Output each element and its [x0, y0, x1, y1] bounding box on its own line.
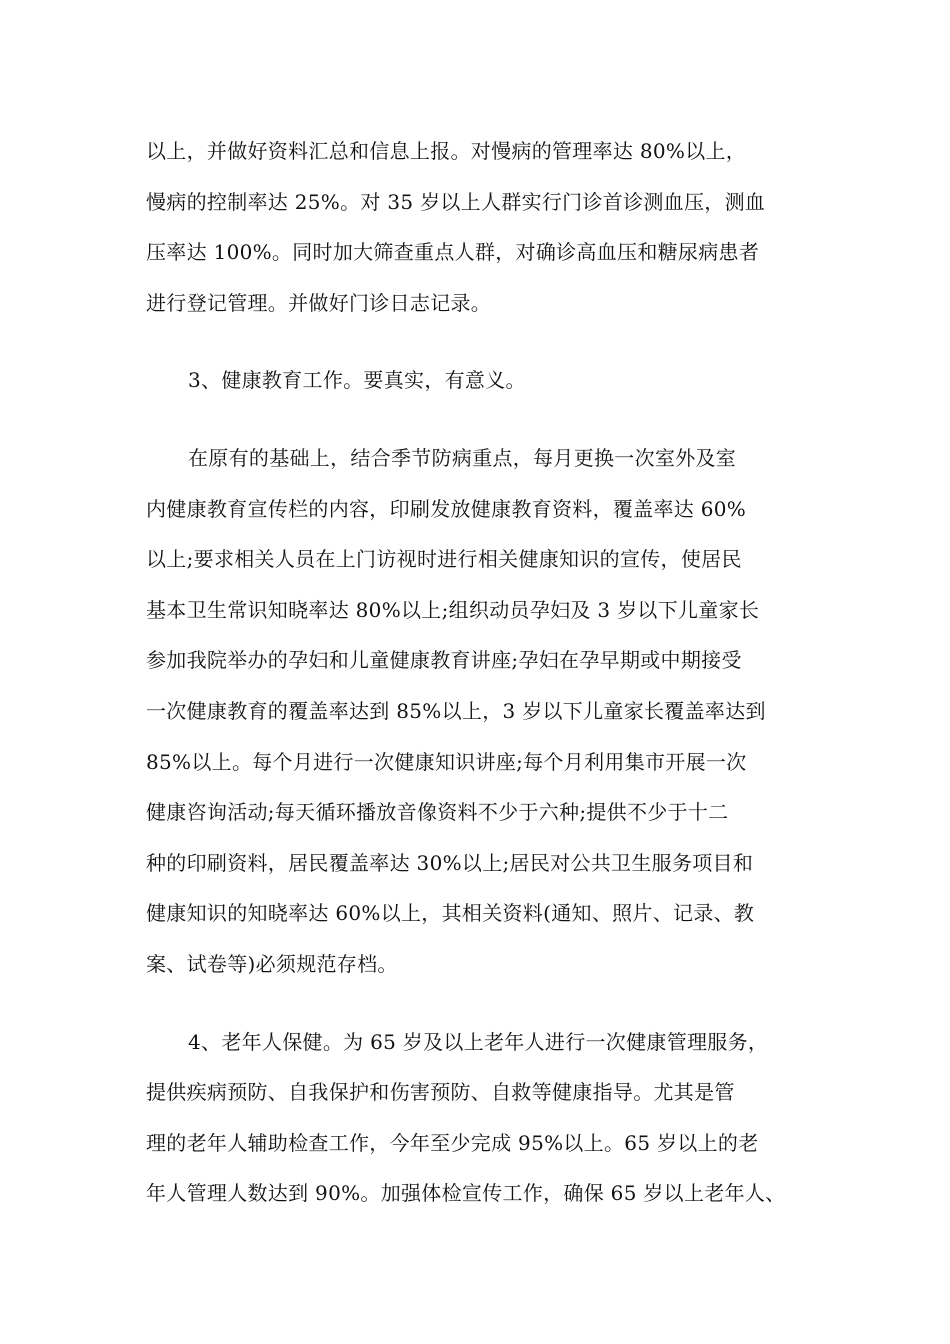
text-line: 提供疾病预防、自我保护和伤害预防、自救等健康指导。尤其是管 [146, 1080, 735, 1105]
text-line: 慢病的控制率达 25%。对 35 岁以上人群实行门诊首诊测血压，测血 [146, 189, 766, 214]
text-line: 内健康教育宣传栏的内容，印刷发放健康教育资料，覆盖率达 60% [146, 496, 747, 521]
text-line: 以上，并做好资料汇总和信息上报。对慢病的管理率达 80%以上， [146, 139, 747, 163]
text-line: 在原有的基础上，结合季节防病重点，每月更换一次室外及室 [188, 445, 737, 470]
text-line: 健康知识的知晓率达 60%以上，其相关资料(通知、照片、记录、教 [146, 901, 755, 926]
text-line: 4、老年人保健。为 65 岁及以上老年人进行一次健康管理服务， [188, 1029, 769, 1054]
text-line: 以上;要求相关人员在上门访视时进行相关健康知识的宣传，使居民 [146, 547, 742, 572]
section-heading: 3、健康教育工作。要真实，有意义。 [188, 368, 526, 393]
section-heading-health-education [146, 355, 806, 406]
text-line: 一次健康教育的覆盖率达到 85%以上，3 岁以下儿童家长覆盖率达到 [146, 698, 766, 723]
paragraph-elderly-care [146, 1017, 806, 1219]
text-line: 85%以上。每个月进行一次健康知识讲座;每个月利用集市开展一次 [146, 749, 747, 774]
text-line: 年人管理人数达到 90%。加强体检宣传工作，确保 65 岁以上老年人、 [146, 1181, 786, 1206]
paragraph-chronic-disease [146, 126, 806, 328]
text-line: 参加我院举办的孕妇和儿童健康教育讲座;孕妇在孕早期或中期接受 [146, 648, 742, 673]
text-line: 压率达 100%。同时加大筛查重点人群，对确诊高血压和糖尿病患者 [146, 240, 760, 265]
text-line: 进行登记管理。并做好门诊日志记录。 [146, 290, 492, 315]
text-line: 种的印刷资料，居民覆盖率达 30%以上;居民对公共卫生服务项目和 [146, 850, 754, 875]
text-line: 基本卫生常识知晓率达 80%以上;组织动员孕妇及 3 岁以下儿童家长 [146, 597, 760, 622]
document-body [146, 126, 806, 1219]
text-line: 理的老年人辅助检查工作，今年至少完成 95%以上。65 岁以上的老 [146, 1130, 759, 1155]
text-line: 案、试卷等)必须规范存档。 [146, 951, 398, 976]
paragraph-health-education [146, 433, 806, 990]
text-line: 健康咨询活动;每天循环播放音像资料不少于六种;提供不少于十二 [146, 800, 729, 825]
